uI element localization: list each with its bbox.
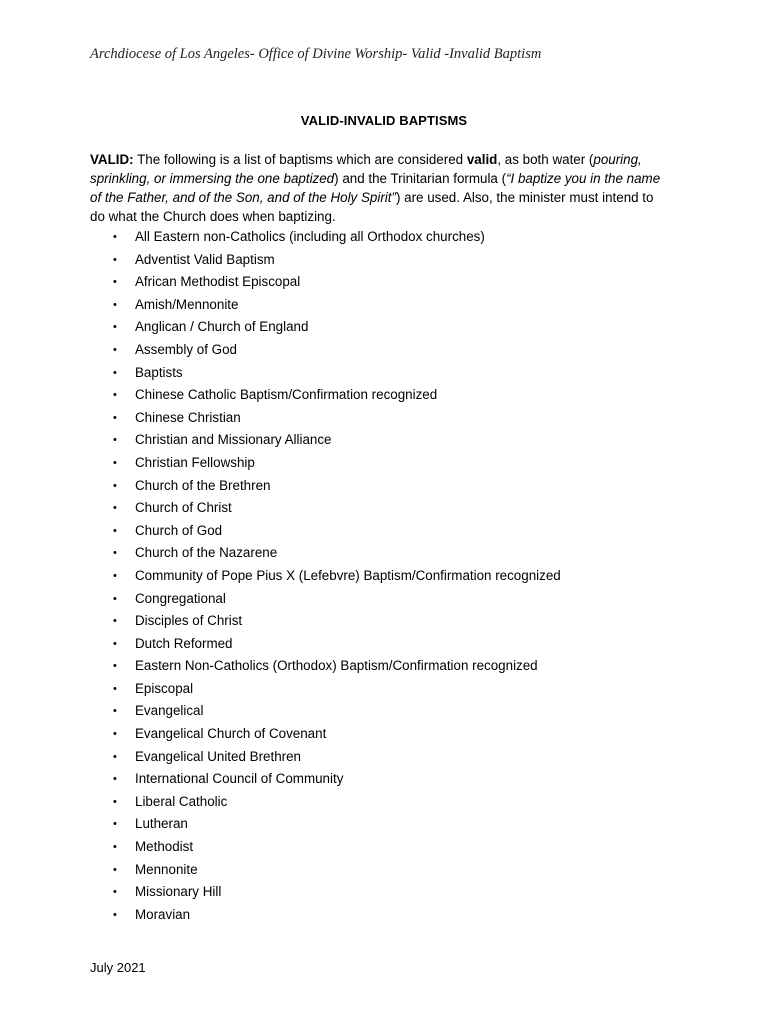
list-item: [90, 363, 561, 386]
bullet-icon: •: [113, 795, 117, 808]
list-item: [90, 498, 561, 521]
bullet-icon: •: [113, 728, 117, 741]
list-item-text: Church of the Brethren: [135, 477, 271, 493]
list-item-text: Baptists: [135, 364, 183, 380]
intro-paragraph: [90, 150, 670, 226]
list-item: [90, 792, 561, 815]
list-item: [90, 430, 561, 453]
list-item: [90, 814, 561, 837]
bullet-icon: •: [113, 773, 117, 786]
bullet-icon: •: [113, 389, 117, 402]
list-item: [90, 295, 561, 318]
list-item: [90, 611, 561, 634]
footer-date: July 2021: [90, 960, 146, 975]
intro-text-1: The following is a list of baptisms which are considered: [133, 152, 467, 167]
list-item-text: All Eastern non-Catholics (including all Orthodox churches): [135, 229, 485, 244]
bullet-icon: •: [113, 343, 117, 356]
bullet-icon: •: [113, 569, 117, 582]
list-item-text: Community of Pope Pius X (Lefebvre) Baptism/Confirmation recognized: [135, 567, 561, 583]
list-item: [90, 837, 561, 860]
list-item: [90, 747, 561, 770]
list-item-text: Assembly of God: [135, 341, 237, 357]
bullet-icon: •: [113, 592, 117, 605]
list-item-text: Christian Fellowship: [135, 454, 255, 470]
bullet-icon: •: [113, 660, 117, 673]
list-item: [90, 453, 561, 476]
intro-text-2: , as both water (: [497, 152, 594, 167]
list-item-text: Dutch Reformed: [135, 635, 233, 651]
intro-text-4: ) are used. Also, the minister must intend to do what the Church does when baptizing.: [90, 190, 654, 224]
list-item-text: Evangelical United Brethren: [135, 748, 301, 764]
list-item: [90, 250, 561, 273]
bullet-icon: •: [113, 705, 117, 718]
list-item: [90, 317, 561, 340]
bullet-icon: •: [113, 502, 117, 515]
list-item: [90, 272, 561, 295]
list-item-text: Church of God: [135, 522, 223, 538]
list-item: [90, 408, 561, 431]
trinitarian-formula: “I baptize you in the name of the Father, and of the Son, and of the Holy Spirit”: [90, 171, 661, 205]
list-item: [90, 656, 561, 679]
list-item-text: Christian and Missionary Alliance: [135, 432, 332, 448]
bullet-icon: •: [113, 366, 117, 379]
list-item-text: Methodist: [135, 839, 194, 855]
valid-label: VALID:: [90, 152, 134, 167]
list-item-text: Chinese Catholic Baptism/Confirmation recognized: [135, 387, 438, 403]
list-item: [90, 679, 561, 702]
list-item-text: Evangelical Church of Covenant: [135, 726, 327, 742]
bullet-icon: •: [113, 231, 117, 243]
bullet-icon: •: [113, 863, 117, 876]
intro-text-3: ) and the Trinitarian formula (: [334, 171, 507, 186]
list-item: [90, 634, 561, 657]
list-item: [90, 543, 561, 566]
list-item-text: International Council of Community: [135, 771, 344, 787]
bullet-icon: •: [113, 750, 117, 763]
bullet-icon: •: [113, 411, 117, 424]
list-item: [90, 589, 561, 612]
bullet-icon: •: [113, 321, 117, 334]
list-item: [90, 385, 561, 408]
baptism-methods: pouring, sprinkling, or immersing the one baptized: [90, 152, 642, 186]
bullet-icon: •: [113, 298, 117, 311]
list-item-text: Liberal Catholic: [135, 793, 228, 809]
list-item: [90, 521, 561, 544]
list-item: [90, 905, 561, 928]
list-item-text: Disciples of Christ: [135, 613, 243, 629]
valid-baptism-list: [90, 227, 561, 927]
list-item-text: Eastern Non-Catholics (Orthodox) Baptism/Confirmation recognized: [135, 658, 538, 674]
page-header: Archdiocese of Los Angeles- Office of Divine Worship- Valid -Invalid Baptism: [90, 46, 542, 62]
list-item-text: Mennonite: [135, 861, 198, 877]
list-item-text: Church of the Nazarene: [135, 545, 278, 561]
list-item-text: Chinese Christian: [135, 409, 241, 425]
list-item-text: Episcopal: [135, 680, 194, 696]
list-item: [90, 566, 561, 589]
list-item-text: Adventist Valid Baptism: [135, 251, 275, 267]
list-item-text: Moravian: [135, 906, 191, 922]
document-title: VALID-INVALID BAPTISMS: [300, 113, 468, 128]
bullet-icon: •: [113, 637, 117, 650]
list-item-text: African Methodist Episcopal: [135, 274, 301, 290]
list-item-text: Missionary Hill: [135, 884, 222, 900]
bullet-icon: •: [113, 886, 117, 899]
list-item-text: Evangelical: [135, 703, 204, 719]
bullet-icon: •: [113, 434, 117, 447]
list-item-text: Amish/Mennonite: [135, 296, 239, 312]
list-item: [90, 860, 561, 883]
bullet-icon: •: [113, 682, 117, 695]
bullet-icon: •: [113, 841, 117, 854]
valid-word: valid: [466, 152, 498, 167]
list-item-text: Church of Christ: [135, 500, 232, 516]
list-item: [90, 476, 561, 499]
bullet-icon: •: [113, 276, 117, 289]
list-item: [90, 769, 561, 792]
list-item: [90, 701, 561, 724]
list-item: [90, 340, 561, 363]
list-item-text: Anglican / Church of England: [135, 319, 309, 335]
bullet-icon: •: [113, 615, 117, 628]
bullet-icon: •: [113, 524, 117, 537]
list-item-text: Congregational: [135, 590, 226, 606]
list-item-text: Lutheran: [135, 816, 188, 832]
list-item: [90, 724, 561, 747]
list-item: [90, 227, 561, 250]
bullet-icon: •: [113, 479, 117, 492]
bullet-icon: •: [113, 456, 117, 469]
list-item: [90, 882, 561, 905]
bullet-icon: •: [113, 818, 117, 831]
bullet-icon: •: [113, 253, 117, 266]
bullet-icon: •: [113, 908, 117, 921]
bullet-icon: •: [113, 547, 117, 560]
